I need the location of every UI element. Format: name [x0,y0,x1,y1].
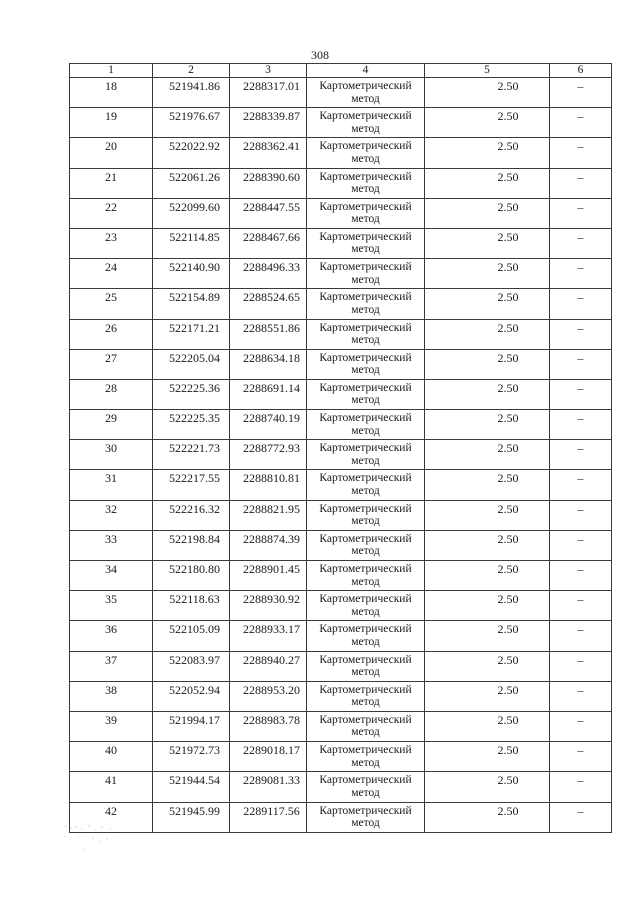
table-row [70,289,612,319]
cell-accuracy: 2.50 [425,772,550,802]
cell-method: Картометрический метод [307,410,425,440]
cell-note: – [550,742,612,772]
cell-accuracy: 2.50 [425,78,550,108]
cell-note: – [550,289,612,319]
cell-accuracy: 2.50 [425,440,550,470]
header-col-3: 3 [230,64,307,78]
table-body [70,78,612,833]
cell-coord-y: 2289081.33 [230,772,307,802]
table-row [70,228,612,258]
table-row [70,591,612,621]
table-row [70,772,612,802]
cell-coord-y: 2288772.93 [230,440,307,470]
cell-method: Картометрический метод [307,440,425,470]
cell-coord-x: 522061.26 [153,168,230,198]
cell-accuracy: 2.50 [425,591,550,621]
cell-note: – [550,802,612,832]
cell-coord-y: 2288953.20 [230,681,307,711]
cell-accuracy: 2.50 [425,319,550,349]
cell-accuracy: 2.50 [425,651,550,681]
cell-coord-y: 2288496.33 [230,259,307,289]
cell-coord-x: 521994.17 [153,711,230,741]
header-col-1: 1 [70,64,153,78]
scan-noise [62,812,172,864]
cell-note: – [550,621,612,651]
table-row [70,621,612,651]
cell-method: Картометрический метод [307,802,425,832]
cell-note: – [550,78,612,108]
table-row [70,530,612,560]
cell-coord-y: 2288551.86 [230,319,307,349]
table-row [70,138,612,168]
cell-coord-x: 522083.97 [153,651,230,681]
cell-note: – [550,591,612,621]
cell-coord-y: 2288740.19 [230,410,307,440]
cell-point-number: 37 [70,651,153,681]
cell-accuracy: 2.50 [425,500,550,530]
table-row [70,379,612,409]
cell-method: Картометрический метод [307,561,425,591]
header-col-2: 2 [153,64,230,78]
cell-method: Картометрический метод [307,289,425,319]
cell-coord-y: 2288390.60 [230,168,307,198]
cell-method: Картометрический метод [307,108,425,138]
cell-method: Картометрический метод [307,78,425,108]
cell-note: – [550,349,612,379]
cell-point-number: 32 [70,500,153,530]
table-row [70,711,612,741]
cell-coord-x: 522154.89 [153,289,230,319]
table-row [70,319,612,349]
cell-coord-y: 2288940.27 [230,651,307,681]
cell-note: – [550,410,612,440]
cell-note: – [550,561,612,591]
cell-coord-x: 521941.86 [153,78,230,108]
cell-coord-y: 2288447.55 [230,198,307,228]
cell-coord-y: 2288317.01 [230,78,307,108]
cell-note: – [550,108,612,138]
table-row [70,349,612,379]
cell-accuracy: 2.50 [425,410,550,440]
cell-coord-x: 521976.67 [153,108,230,138]
cell-method: Картометрический метод [307,500,425,530]
cell-coord-x: 522099.60 [153,198,230,228]
table-row [70,259,612,289]
cell-note: – [550,651,612,681]
cell-point-number: 25 [70,289,153,319]
cell-point-number: 29 [70,410,153,440]
cell-method: Картометрический метод [307,379,425,409]
cell-coord-y: 2288362.41 [230,138,307,168]
table-row [70,681,612,711]
cell-method: Картометрический метод [307,138,425,168]
cell-accuracy: 2.50 [425,198,550,228]
cell-point-number: 38 [70,681,153,711]
cell-method: Картометрический метод [307,742,425,772]
table-row [70,470,612,500]
cell-coord-x: 522171.21 [153,319,230,349]
cell-method: Картометрический метод [307,228,425,258]
cell-point-number: 36 [70,621,153,651]
table-header-row [70,64,612,78]
cell-point-number: 24 [70,259,153,289]
cell-coord-x: 522198.84 [153,530,230,560]
cell-note: – [550,681,612,711]
cell-note: – [550,168,612,198]
cell-coord-x: 522217.55 [153,470,230,500]
cell-point-number: 21 [70,168,153,198]
cell-coord-y: 2288933.17 [230,621,307,651]
cell-accuracy: 2.50 [425,711,550,741]
table-row [70,78,612,108]
cell-note: – [550,470,612,500]
cell-method: Картометрический метод [307,198,425,228]
cell-accuracy: 2.50 [425,108,550,138]
page-number: 308 [311,48,329,62]
cell-point-number: 35 [70,591,153,621]
table-row [70,500,612,530]
cell-method: Картометрический метод [307,591,425,621]
cell-point-number: 40 [70,742,153,772]
cell-accuracy: 2.50 [425,168,550,198]
cell-coord-y: 2288691.14 [230,379,307,409]
cell-note: – [550,500,612,530]
cell-coord-x: 522105.09 [153,621,230,651]
cell-method: Картометрический метод [307,168,425,198]
cell-coord-x: 522022.92 [153,138,230,168]
cell-point-number: 27 [70,349,153,379]
cell-accuracy: 2.50 [425,349,550,379]
table-row [70,410,612,440]
cell-coord-y: 2289117.56 [230,802,307,832]
cell-coord-x: 522140.90 [153,259,230,289]
cell-note: – [550,440,612,470]
cell-coord-y: 2288901.45 [230,561,307,591]
table-row [70,440,612,470]
cell-method: Картометрический метод [307,530,425,560]
cell-coord-y: 2288821.95 [230,500,307,530]
cell-coord-x: 522052.94 [153,681,230,711]
table-row [70,108,612,138]
cell-point-number: 34 [70,561,153,591]
cell-accuracy: 2.50 [425,470,550,500]
table-row [70,198,612,228]
cell-coord-y: 2288634.18 [230,349,307,379]
cell-point-number: 28 [70,379,153,409]
cell-coord-x: 522221.73 [153,440,230,470]
cell-accuracy: 2.50 [425,742,550,772]
cell-point-number: 26 [70,319,153,349]
table-row [70,742,612,772]
cell-coord-x: 522225.36 [153,379,230,409]
cell-accuracy: 2.50 [425,681,550,711]
cell-method: Картометрический метод [307,470,425,500]
table-row [70,561,612,591]
cell-method: Картометрический метод [307,772,425,802]
cell-coord-x: 522180.80 [153,561,230,591]
cell-note: – [550,711,612,741]
cell-accuracy: 2.50 [425,530,550,560]
cell-accuracy: 2.50 [425,802,550,832]
cell-point-number: 41 [70,772,153,802]
cell-coord-x: 521945.99 [153,802,230,832]
cell-note: – [550,228,612,258]
cell-method: Картометрический метод [307,681,425,711]
cell-point-number: 20 [70,138,153,168]
cell-point-number: 23 [70,228,153,258]
cell-point-number: 30 [70,440,153,470]
cell-note: – [550,772,612,802]
cell-note: – [550,530,612,560]
cell-point-number: 18 [70,78,153,108]
cell-point-number: 42 [70,802,153,832]
cell-method: Картометрический метод [307,259,425,289]
cell-coord-x: 522205.04 [153,349,230,379]
cell-method: Картометрический метод [307,319,425,349]
cell-coord-x: 522118.63 [153,591,230,621]
cell-coord-x: 521944.54 [153,772,230,802]
cell-coord-y: 2288339.87 [230,108,307,138]
cell-coord-y: 2288930.92 [230,591,307,621]
cell-accuracy: 2.50 [425,379,550,409]
cell-note: – [550,198,612,228]
cell-point-number: 19 [70,108,153,138]
coordinates-table [69,63,612,833]
cell-coord-y: 2288810.81 [230,470,307,500]
table-row [70,168,612,198]
cell-point-number: 39 [70,711,153,741]
header-col-6: 6 [550,64,612,78]
cell-accuracy: 2.50 [425,561,550,591]
cell-method: Картометрический метод [307,349,425,379]
cell-accuracy: 2.50 [425,289,550,319]
cell-point-number: 22 [70,198,153,228]
cell-coord-y: 2288983.78 [230,711,307,741]
cell-accuracy: 2.50 [425,259,550,289]
header-col-5: 5 [425,64,550,78]
cell-accuracy: 2.50 [425,138,550,168]
cell-note: – [550,319,612,349]
header-col-4: 4 [307,64,425,78]
cell-note: – [550,379,612,409]
table-row [70,651,612,681]
cell-point-number: 33 [70,530,153,560]
cell-accuracy: 2.50 [425,228,550,258]
cell-coord-x: 521972.73 [153,742,230,772]
cell-coord-y: 2288874.39 [230,530,307,560]
cell-method: Картометрический метод [307,651,425,681]
cell-note: – [550,138,612,168]
cell-coord-x: 522216.32 [153,500,230,530]
cell-coord-x: 522225.35 [153,410,230,440]
cell-coord-y: 2288524.65 [230,289,307,319]
cell-method: Картометрический метод [307,621,425,651]
cell-method: Картометрический метод [307,711,425,741]
cell-coord-x: 522114.85 [153,228,230,258]
cell-coord-y: 2289018.17 [230,742,307,772]
cell-coord-y: 2288467.66 [230,228,307,258]
cell-point-number: 31 [70,470,153,500]
cell-note: – [550,259,612,289]
cell-accuracy: 2.50 [425,621,550,651]
